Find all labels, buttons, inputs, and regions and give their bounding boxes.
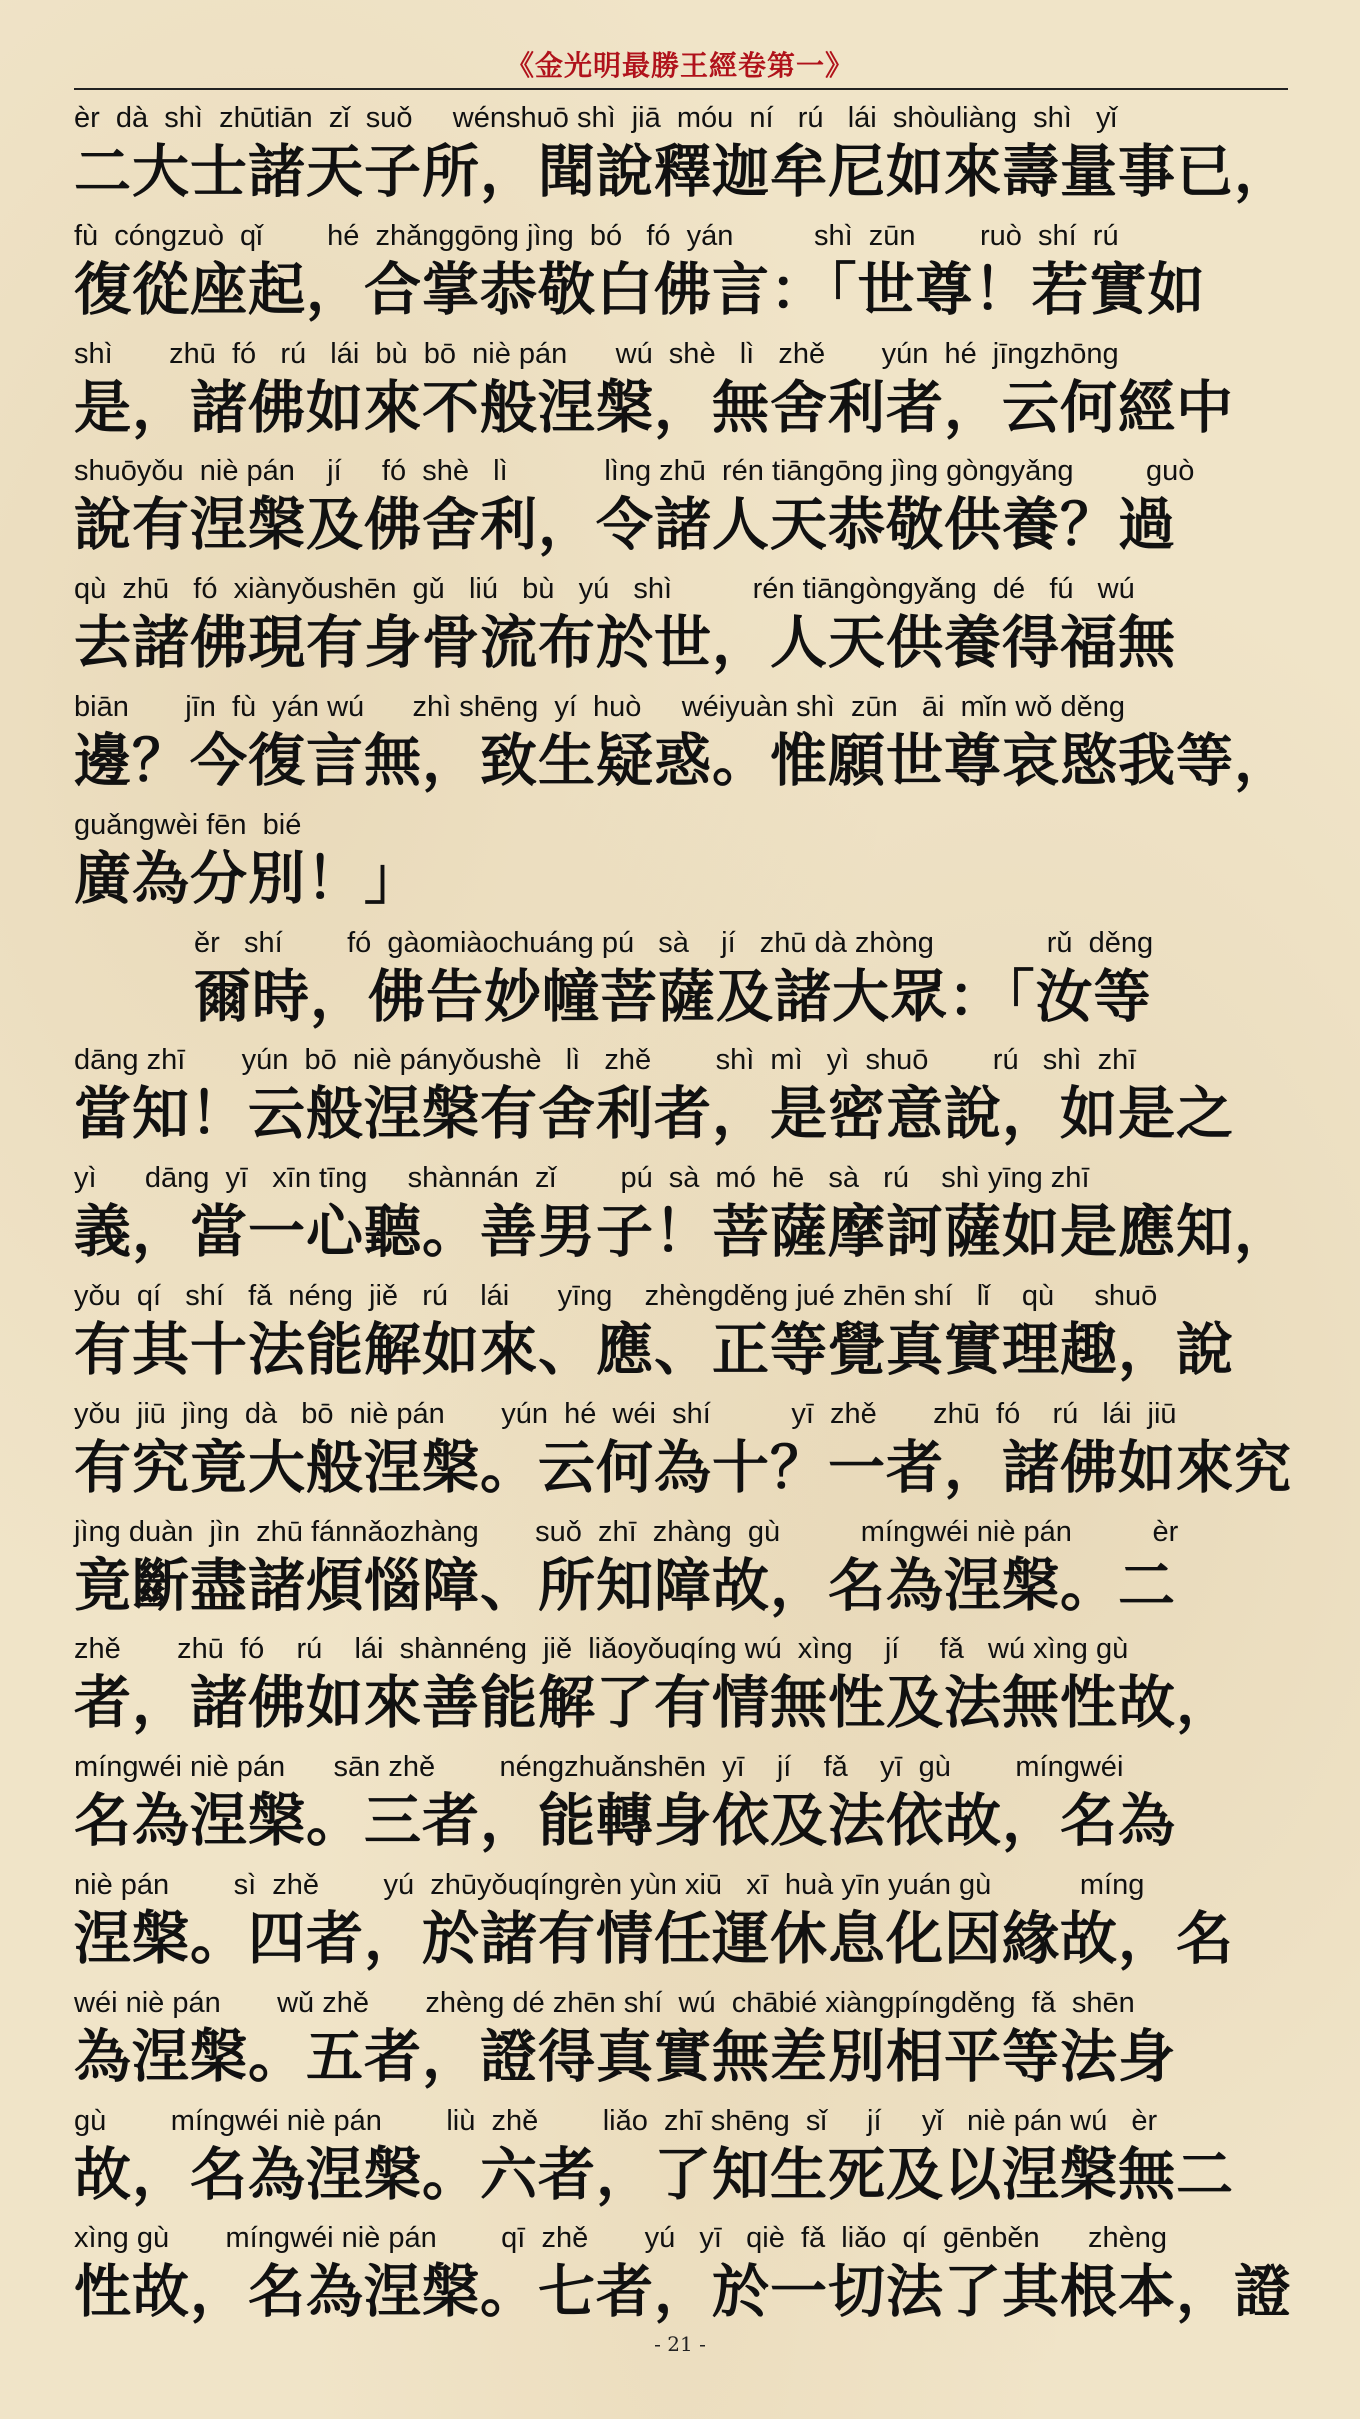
- pinyin-row: gù míngwéi niè pán liù zhě liǎo zhī shēng sǐ jí yǐ niè pán wú èr: [74, 2104, 1158, 2137]
- hanzi-row: 有其十法能解如來、應、正等覺真實理趣，說: [74, 1316, 1234, 1383]
- hanzi-row: 廣為分別！」: [74, 845, 422, 912]
- text-line: [74, 1512, 1294, 1630]
- pinyin-row: dāng zhī yún bō niè pányǒushè lì zhě shì mì yì shuō rú shì zhī: [74, 1044, 1137, 1077]
- text-line: [74, 216, 1294, 334]
- hanzi-row: 當知！云般涅槃有舍利者，是密意說，如是之: [74, 1081, 1234, 1148]
- hanzi-row: 二大士諸天子所，聞說釋迦牟尼如來壽量事已，: [74, 139, 1292, 205]
- text-line: [74, 1865, 1294, 1983]
- pinyin-row: yǒu qí shí fǎ néng jiě rú lái yīng zhèngděng jué zhēn shí lǐ qù shuō: [74, 1279, 1158, 1312]
- pinyin-row: biān jīn fù yán wú zhì shēng yí huò wéiyuàn shì zūn āi mǐn wǒ děng: [74, 690, 1126, 723]
- hanzi-row: 故，名為涅槃。六者，了知生死及以涅槃無二: [74, 2141, 1234, 2208]
- text-line: [74, 98, 1294, 216]
- pinyin-row: yì dāng yī xīn tīng shànnán zǐ pú sà mó hē sà rú shì yīng zhī: [74, 1162, 1090, 1195]
- page-number: - 21 -: [654, 2332, 706, 2356]
- text-line: [74, 1158, 1294, 1276]
- hanzi-row: 義，當一心聽。善男子！菩薩摩訶薩如是應知，: [74, 1199, 1292, 1266]
- hanzi-row: 涅槃。四者，於諸有情任運休息化因緣故，名: [74, 1905, 1234, 1972]
- text-line: [74, 1040, 1294, 1158]
- pinyin-row: fù cóngzuò qǐ hé zhǎnggōng jìng bó fó yán shì zūn ruò shí rú: [74, 219, 1119, 252]
- pinyin-row: shì zhū fó rú lái bù bō niè pán wú shè lì zhě yún hé jīngzhōng: [74, 337, 1119, 370]
- pinyin-row: míngwéi niè pán sān zhě néngzhuǎnshēn yī jí fǎ yī gù míngwéi: [74, 1751, 1124, 1784]
- hanzi-row: 竟斷盡諸煩惱障、所知障故，名為涅槃。二: [74, 1552, 1176, 1619]
- hanzi-row: 有究竟大般涅槃。云何為十？一者，諸佛如來究: [74, 1434, 1292, 1501]
- text-line: [74, 1394, 1294, 1512]
- sutra-title-header: 《金光明最勝王經卷第一》: [505, 49, 854, 82]
- text-line: [74, 451, 1294, 569]
- text-line: [74, 1747, 1294, 1865]
- pinyin-row: shuōyǒu niè pán jí fó shè lì lìng zhū rén tiāngōng jìng gòngyǎng guò: [74, 455, 1195, 488]
- text-line: [74, 569, 1294, 687]
- text-line: [74, 805, 1294, 923]
- text-line: [74, 1629, 1294, 1747]
- text-line: [74, 1276, 1294, 1394]
- hanzi-row: 爾時，佛告妙幢菩薩及諸大眾：「汝等: [194, 963, 1152, 1030]
- pinyin-row: niè pán sì zhě yú zhūyǒuqíngrèn yùn xiū xī huà yīn yuán gù míng: [74, 1868, 1145, 1901]
- hanzi-row: 是，諸佛如來不般涅槃，無舍利者，云何經中: [74, 374, 1234, 441]
- hanzi-row: 去諸佛現有身骨流布於世，人天供養得福無: [74, 610, 1176, 677]
- text-line: [74, 1983, 1294, 2101]
- hanzi-row: 性故，名為涅槃。七者，於一切法了其根本，證: [74, 2259, 1292, 2326]
- text-line: [74, 2101, 1294, 2219]
- pinyin-row: jìng duàn jìn zhū fánnǎozhàng suǒ zhī zhàng gù míngwéi niè pán èr: [74, 1515, 1179, 1548]
- text-line: [74, 2218, 1294, 2336]
- hanzi-row: 為涅槃。五者，證得真實無差別相平等法身: [74, 2023, 1176, 2090]
- hanzi-row: 說有涅槃及佛舍利，令諸人天恭敬供養？過: [74, 492, 1176, 559]
- hanzi-row: 邊？今復言無，致生疑惑。惟願世尊哀愍我等，: [74, 727, 1292, 794]
- scripture-body: [74, 98, 1294, 2336]
- text-line: [74, 334, 1294, 452]
- hanzi-row: 名為涅槃。三者，能轉身依及法依故，名為: [74, 1788, 1176, 1855]
- pinyin-row: wéi niè pán wǔ zhě zhèng dé zhēn shí wú chābié xiàngpíngděng fǎ shēn: [74, 1986, 1135, 2019]
- pinyin-row: qù zhū fó xiànyǒushēn gǔ liú bù yú shì rén tiāngòngyǎng dé fú wú: [74, 573, 1135, 606]
- pinyin-row: xìng gù míngwéi niè pán qī zhě yú yī qiè fǎ liǎo qí gēnběn zhèng: [74, 2222, 1167, 2255]
- pinyin-row: zhě zhū fó rú lái shànnéng jiě liǎoyǒuqíng wú xìng jí fǎ wú xìng gù: [74, 1633, 1129, 1666]
- text-line: [74, 687, 1294, 805]
- pinyin-row: ěr shí fó gàomiàochuáng pú sà jí zhū dà zhòng rǔ děng: [194, 926, 1154, 959]
- hanzi-row: 者，諸佛如來善能解了有情無性及法無性故，: [74, 1670, 1234, 1737]
- hanzi-row: 復從座起，合掌恭敬白佛言：「世尊！若實如: [74, 256, 1206, 323]
- pinyin-row: guǎngwèi fēn bié: [74, 808, 302, 841]
- pinyin-row: yǒu jiū jìng dà bō niè pán yún hé wéi shí yī zhě zhū fó rú lái jiū: [74, 1397, 1177, 1430]
- pinyin-row: èr dà shì zhūtiān zǐ suǒ wénshuō shì jiā móu ní rú lái shòuliàng shì yǐ: [74, 102, 1117, 134]
- header-divider: [74, 88, 1288, 90]
- text-line: [74, 923, 1294, 1041]
